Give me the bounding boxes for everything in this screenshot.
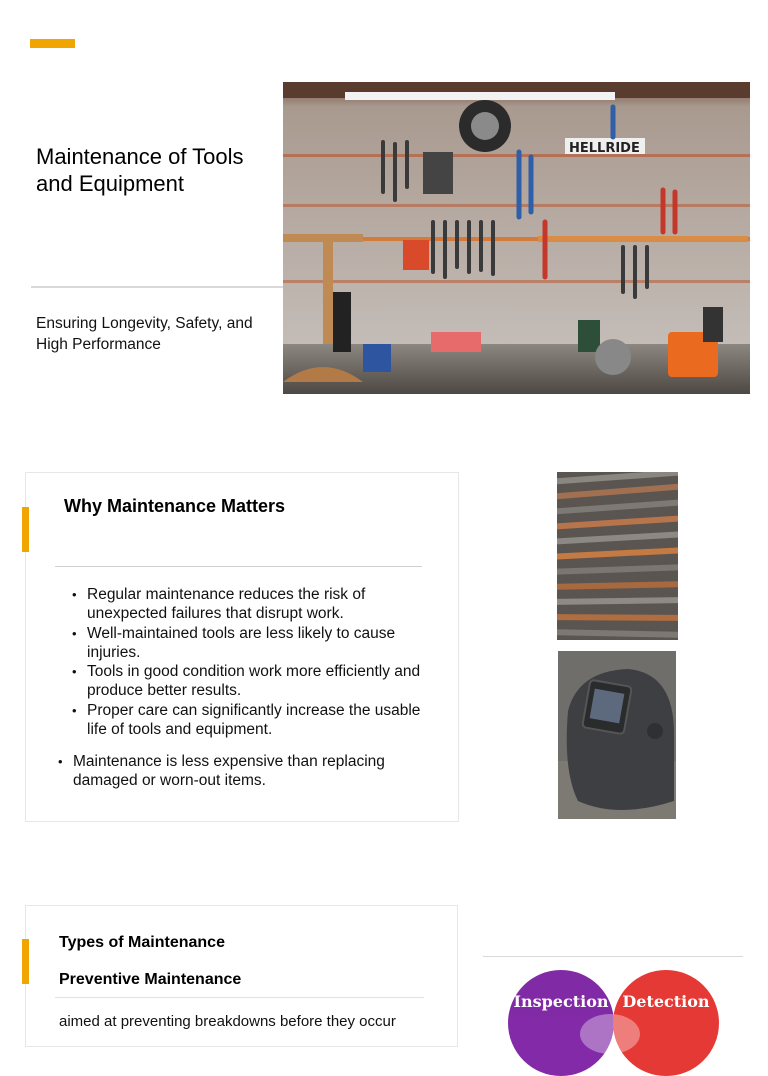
inspection-label: Inspection: [513, 992, 609, 1011]
rusty-rods-image: [557, 472, 678, 640]
diagram-divider: [483, 956, 743, 957]
preventive-maintenance-heading: Preventive Maintenance: [59, 971, 242, 988]
circle-overlap: [580, 1014, 640, 1054]
card-divider: [55, 997, 424, 998]
card-divider: [55, 566, 422, 567]
accent-bar: [30, 39, 75, 48]
list-item: • Proper care can significantly increase the usable life of tools and equipment.: [72, 701, 427, 740]
list-item: • Tools in good condition work more efficiently and produce better results.: [72, 662, 427, 701]
list-item-outer: • Maintenance is less expensive than replacing damaged or worn-out items.: [58, 752, 438, 791]
why-maintenance-title: Why Maintenance Matters: [64, 496, 286, 516]
card-accent-bar: [22, 939, 29, 984]
page-subtitle: Ensuring Longevity, Safety, and High Performance: [36, 315, 253, 353]
list-item: • Well-maintained tools are less likely to cause injuries.: [72, 624, 427, 663]
page-title: Maintenance of Tools and Equipment: [36, 144, 244, 196]
svg-text:HELLRIDE: HELLRIDE: [569, 141, 640, 156]
why-maintenance-list: [72, 585, 427, 739]
welding-helmet-image: [558, 651, 676, 819]
title-divider: [31, 286, 283, 288]
list-item: • Regular maintenance reduces the risk of unexpected failures that disrupt work.: [72, 585, 427, 624]
card-accent-bar: [22, 507, 29, 552]
workshop-tool-wall-image: [283, 82, 750, 394]
preventive-maintenance-text: aimed at preventing breakdowns before they occur: [59, 1013, 396, 1030]
types-maintenance-title: Types of Maintenance: [59, 934, 225, 951]
detection-label: Detection: [622, 992, 710, 1011]
